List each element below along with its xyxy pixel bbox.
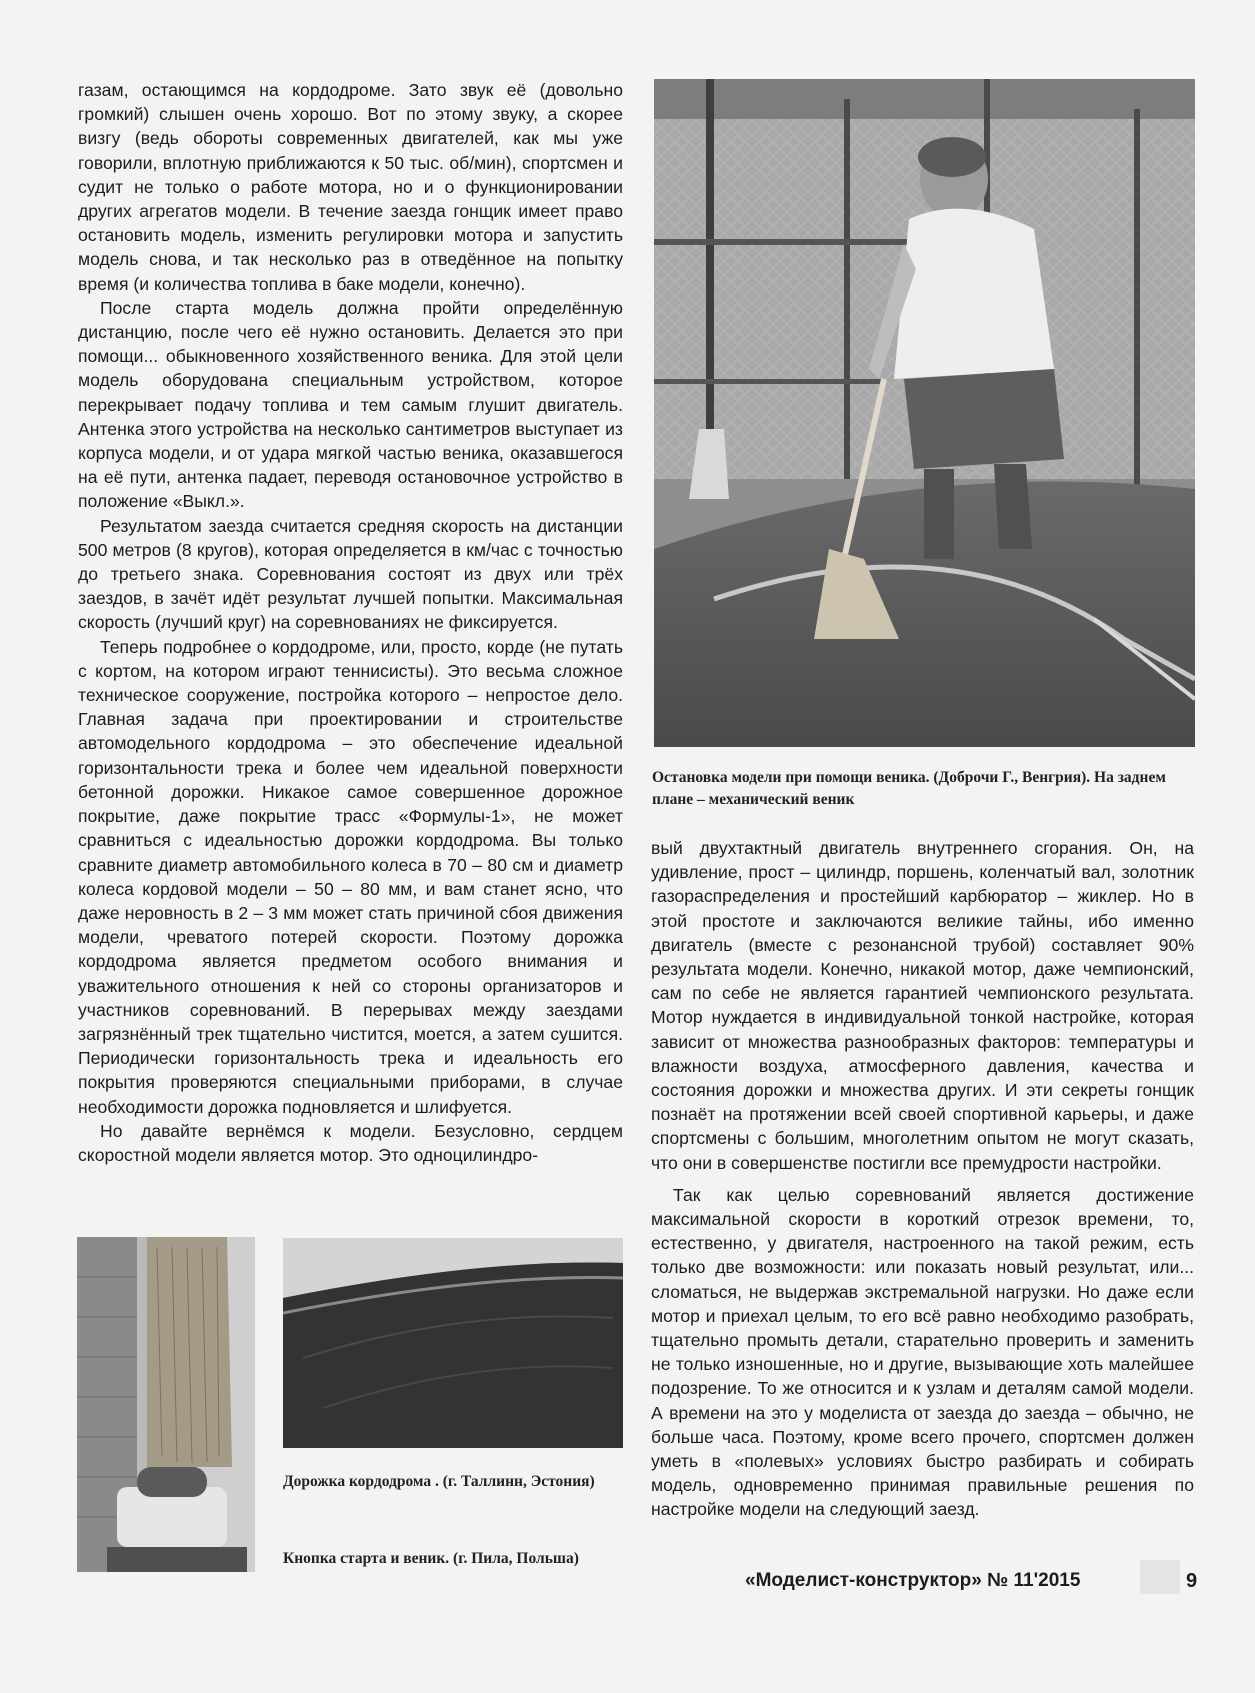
caption-start-button: Кнопка старта и веник. (г. Пила, Польша) bbox=[283, 1550, 579, 1567]
paragraph: Но давайте вернёмся к модели. Безусловно, сердцем скоростной модели является мотор. Это одноцилиндро- bbox=[78, 1120, 623, 1165]
paragraph: Результатом заезда считается средняя скорость на дистанции 500 метров (8 кругов), которая определяется в км/час с точностью до третьего знака. Соревнования состоят из двух или трёх заездов, в зачёт идёт результат лучшей попытки. Максимальная скорость (лучший круг) на соревнованиях не фиксируется. bbox=[78, 515, 623, 633]
photo-track bbox=[283, 1238, 623, 1448]
photo-start-button bbox=[77, 1237, 255, 1572]
paragraph: После старта модель должна пройти определённую дистанцию, после чего её нужно остановить. Делается это при помощи... обыкновенного хозяйственного веника. Для этой цели модель оборудована специальным устройством, которое перекрывает подачу топлива и тем самым глушит двигатель. Антенка этого устройства на несколько сантиметров выступает из корпуса модели, и от удара мягкой частью веника, оказавшегося на её пути, антенка падает, переводя остановочное устройство в положение «Выкл.». bbox=[78, 297, 623, 512]
caption-track: Дорожка кордодрома . (г. Таллинн, Эстония) bbox=[283, 1473, 595, 1490]
paragraph: вый двухтактный двигатель внутреннего сгорания. Он, на удивление, прост – цилиндр, поршень, коленчатый вал, золотник газораспределения и простейший карбюратор – жиклер. Но в этой простоте и заключаются великие тайны, ибо именно двигатель (вместе с резонансной трубой) составляет 90% результата модели. Конечно, никакой мотор, даже чемпионский, сам по себе не является гарантией чемпионского результата. Мотор нуждается в индивидуальной тонкой настройке, которая зависит от множества разнообразных факторов: температуры и влажности воздуха, атмосферного давления, качества и состояния дорожки и множества других. И эти секреты гонщик познаёт на протяжении всей своей спортивной карьеры, и даже спортсмены с большим, многолетним опытом не могут сказать, что они в совершенстве постигли все премудрости настройки. bbox=[651, 838, 1194, 1173]
paragraph: Теперь подробнее о кордодроме, или, просто, корде (не путать с кортом, на котором играют теннисисты). Это весьма сложное техническое сооружение, постройка которого – непростое дело. Главная задача при проектировании и строительстве автомодельного кордодрома – это обеспечение идеальной горизонтальности трека и более чем идеальной поверхности бетонной дорожки. Никакое самое совершенное дорожное покрытие, даже покрытие трасс «Формулы-1», не может сравниться с идеальностью дорожки кордодрома. Вы только сравните диаметр автомобильного колеса в 70 – 80 см и диаметр колеса кордовой модели – 50 – 80 мм, и вам станет ясно, что даже неровность в 2 – 3 мм может стать причиной сбоя движения модели, чреватого потерей скорости. Поэтому дорожка кордодрома является предметом особого внимания и уважительного отношения к ней со стороны организаторов и участников соревнований. В перерывах между заездами загрязнённый трек тщательно чистится, моется, а затем сушится. Периодически горизонтальность трека и идеальность его покрытия проверяются специальными приборами, в случае необходимости дорожка подновляется и шлифуется. bbox=[78, 636, 623, 1117]
paragraph: газам, остающимся на кордодроме. Зато звук её (довольно громкий) слышен очень хорошо. Вот по этому звуку, а скорее визгу (ведь обороты современных двигателей, как мы уже говорили, вплотную приближаются к 50 тыс. об/мин), спортсмен и судит не только о работе мотора, но и о функционировании других агрегатов модели. В течение заезда гонщик имеет право остановить модель, изменить регулировки мотора и запустить модель снова, и так несколько раз в отведённое на попытку время (и количества топлива в баке модели, конечно). bbox=[78, 80, 623, 294]
left-text-column bbox=[78, 78, 623, 1167]
footer-magazine-title: «Моделист-конструктор» № 11'2015 bbox=[745, 1570, 1081, 1591]
page-edge-shade bbox=[1140, 1560, 1180, 1594]
photo-broom-stop bbox=[654, 79, 1195, 747]
right-text-column bbox=[651, 836, 1194, 1522]
paragraph: Так как целью соревнований является достижение максимальной скорости в короткий отрезок времени, то, естественно, у двигателя, настроенного на такой режим, есть только две возможности: или показать новый результат, или... сломаться, не выдержав экстремальной нагрузки. Но даже если мотор и приехал целым, то его всё равно необходимо разобрать, тщательно промыть детали, старательно проверить и заменить не только изношенные, но и другие, вызывающие хоть малейшее подозрение. То же относится и к узлам и деталям самой модели. А времени на это у моделиста от заезда до заезда – обычно, не больше часа. Поэтому, кроме всего прочего, спортсмен должен уметь в «полевых» условиях быстро разбирать и собирать модель, одновременно принимая правильные решения по настройке модели на следующий заезд. bbox=[651, 1184, 1194, 1520]
caption-broom-stop: Остановка модели при помощи веника. (Доброчи Г., Венгрия). На заднем плане – механический веник bbox=[652, 769, 1166, 808]
page-number: 9 bbox=[1186, 1570, 1198, 1592]
